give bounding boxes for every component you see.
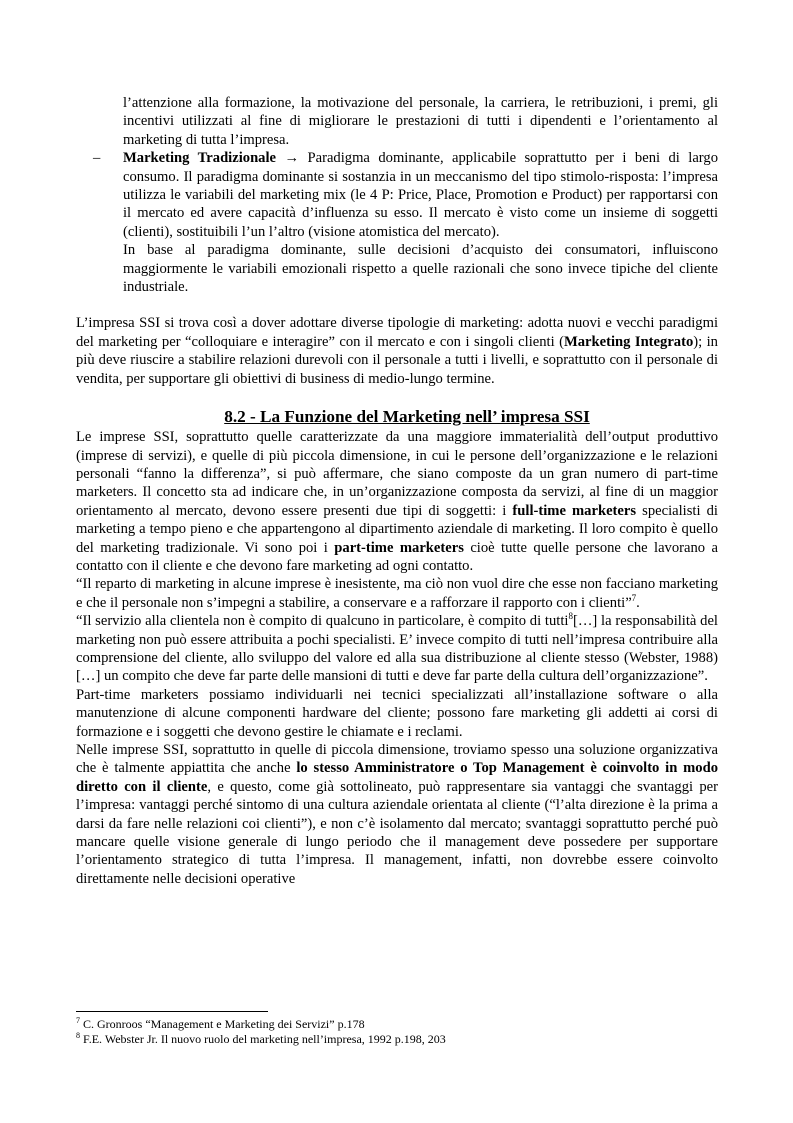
body-paragraph-4: Part-time marketers possiamo individuarli nei tecnici specializzati all’installazione software o alla manutenzione di alcune componenti hardware del cliente; possono fare marketing gli addetti ai corsi di formazione e i soggetti che devono gestire le chiamate e i reclami. (76, 686, 718, 740)
footnote-7: $^7$ C. Gronroos “Management e Marketing dei Servizi” p.178 (76, 1016, 365, 1031)
body-paragraph-3: “Il servizio alla clientela non è compito di qualcuno in particolare, è compito di tutti$^8$[…] la responsabilità del marketing non può essere attribuita a pochi specialisti. E’ invece compito di tutti nell’impresa contribuire alla comprensione del cliente, allo sviluppo del valore ed alla sua distribuzione al cliente stesso (Webster, 1988) […] un compito che deve far parte delle mansioni di tutti e deve far parte della cultura dell’organizzazione”. (76, 611, 718, 685)
footnote-separator (76, 1011, 268, 1012)
section-heading: 8.2 - La Funzione del Marketing nell’ impresa SSI (224, 407, 590, 427)
body-paragraph-2: “Il reparto di marketing in alcune imprese è inesistente, ma ciò non vuol dire che esse non facciano marketing e che il personale non s’impegni a stabilire, a conservare e a rafforzare il rapporto con i clienti”$^7$. (76, 576, 718, 611)
term-top-management: lo stesso Amministratore o Top Management è coinvolto in modo diretto con il cliente (76, 760, 718, 795)
term-part-time-marketers: part-time marketers (334, 539, 464, 556)
intro-paragraph: L’impresa SSI si trova così a dover adottare diverse tipologie di marketing: adotta nuovi e vecchi paradigmi del marketing per “colloquiare e interagire” con il mercato e con i singoli clienti (Marketing Integrato); in più deve riuscire a stabilire relazioni durevoli con il personale a tutti i livelli, e soprattutto con il personale di vendita, per supportare gli obiettivi di business di medio-lungo termine. (76, 315, 718, 387)
list-item-paragraph: In base al paradigma dominante, sulle decisioni d’acquisto dei consumatori, influiscono maggiormente le variabili emozionali rispetto a quelle razionali che sono invece tipiche del cliente industriale. (123, 242, 718, 296)
footnote-ref-7[interactable]: 7 (631, 592, 637, 603)
list-item-continuation: l’attenzione alla formazione, la motivazione del personale, la carriera, le retribuzioni, i premi, gli incentivi utilizzati al fine di migliorare le prestazioni di tutti i dipendenti e l’orientamento al marketing di tutta l’impresa. (123, 95, 718, 148)
term-full-time-marketers: full-time marketers (512, 502, 637, 519)
footnotes (76, 1017, 718, 1047)
page-body (76, 94, 718, 888)
term-marketing-integrato: Marketing Integrato (563, 333, 694, 350)
list-item (93, 149, 718, 296)
footnote-ref-8[interactable]: 8 (568, 611, 573, 622)
term-marketing-tradizionale: Marketing Tradizionale (123, 150, 277, 167)
body-paragraph-1: Le imprese SSI, soprattutto quelle caratterizzate da una maggiore immaterialità dell’output produttivo (imprese di servizi), e quelle di più piccola dimensione, in cui le persone dell’organizzazione e le relazioni personali “fanno la differenza”, si può affermare, che siano composte da un gran numero di part-time marketers. Il concetto sta ad indicare che, in un’organizzazione composta da servizi, al fine di un maggior orientamento al mercato, devono essere presenti due tipi di soggetti: i full-time marketers specialisti di marketing a tempo pieno e che appartengono al dipartimento aziendale di marketing. Il loro compito è quello del marketing tradizionale. Vi sono poi i part-time marketers cioè tutte quelle persone che lavorano a contatto con il cliente e che devono fare marketing ad ogni contatto. (76, 429, 718, 574)
list-item-text: Marketing Tradizionale → Paradigma dominante, applicabile soprattutto per i beni di largo consumo. Il paradigma dominante si sostanzia in un meccanismo del tipo stimolo-risposta: l’impresa utilizza le variabili del marketing mix (le 4 P: Price, Place, Promotion e Product) per rapportarsi con il mercato ed avere capacità d’influenza su esso. Il mercato è visto come un insieme di soggetti (clienti), sostituibili l’un l’altro (visione atomistica del mercato). (123, 150, 718, 240)
list-dash: – (93, 150, 101, 167)
footnote-8: $^8$ F.E. Webster Jr. Il nuovo ruolo del marketing nell’impresa, 1992 p.198, 203 (76, 1031, 446, 1046)
bullet-list (93, 94, 718, 296)
arrow-icon: → (284, 150, 300, 167)
body-paragraph-5: Nelle imprese SSI, soprattutto in quelle di piccola dimensione, troviamo spesso una soluzione organizzativa che è talmente appiattita che anche lo stesso Amministratore o Top Management è coinvolto in modo diretto con il cliente, e questo, come già sottolineato, può rappresentare sia vantaggi che svantaggi per l’impresa: vantaggi perché sintomo di una cultura aziendale orientata al cliente (“l’alta direzione è la prima a darsi da fare nelle relazioni coi clienti”), e non c’è isolamento dal mercato; svantaggi soprattutto perché può mancare quelle visione generale di lungo periodo che il management deve possedere per supportare l’orientamento strategico di tutta l’impresa. Il management, infatti, non dovrebbe essere coinvolto direttamente nelle decisioni operative (76, 742, 719, 887)
